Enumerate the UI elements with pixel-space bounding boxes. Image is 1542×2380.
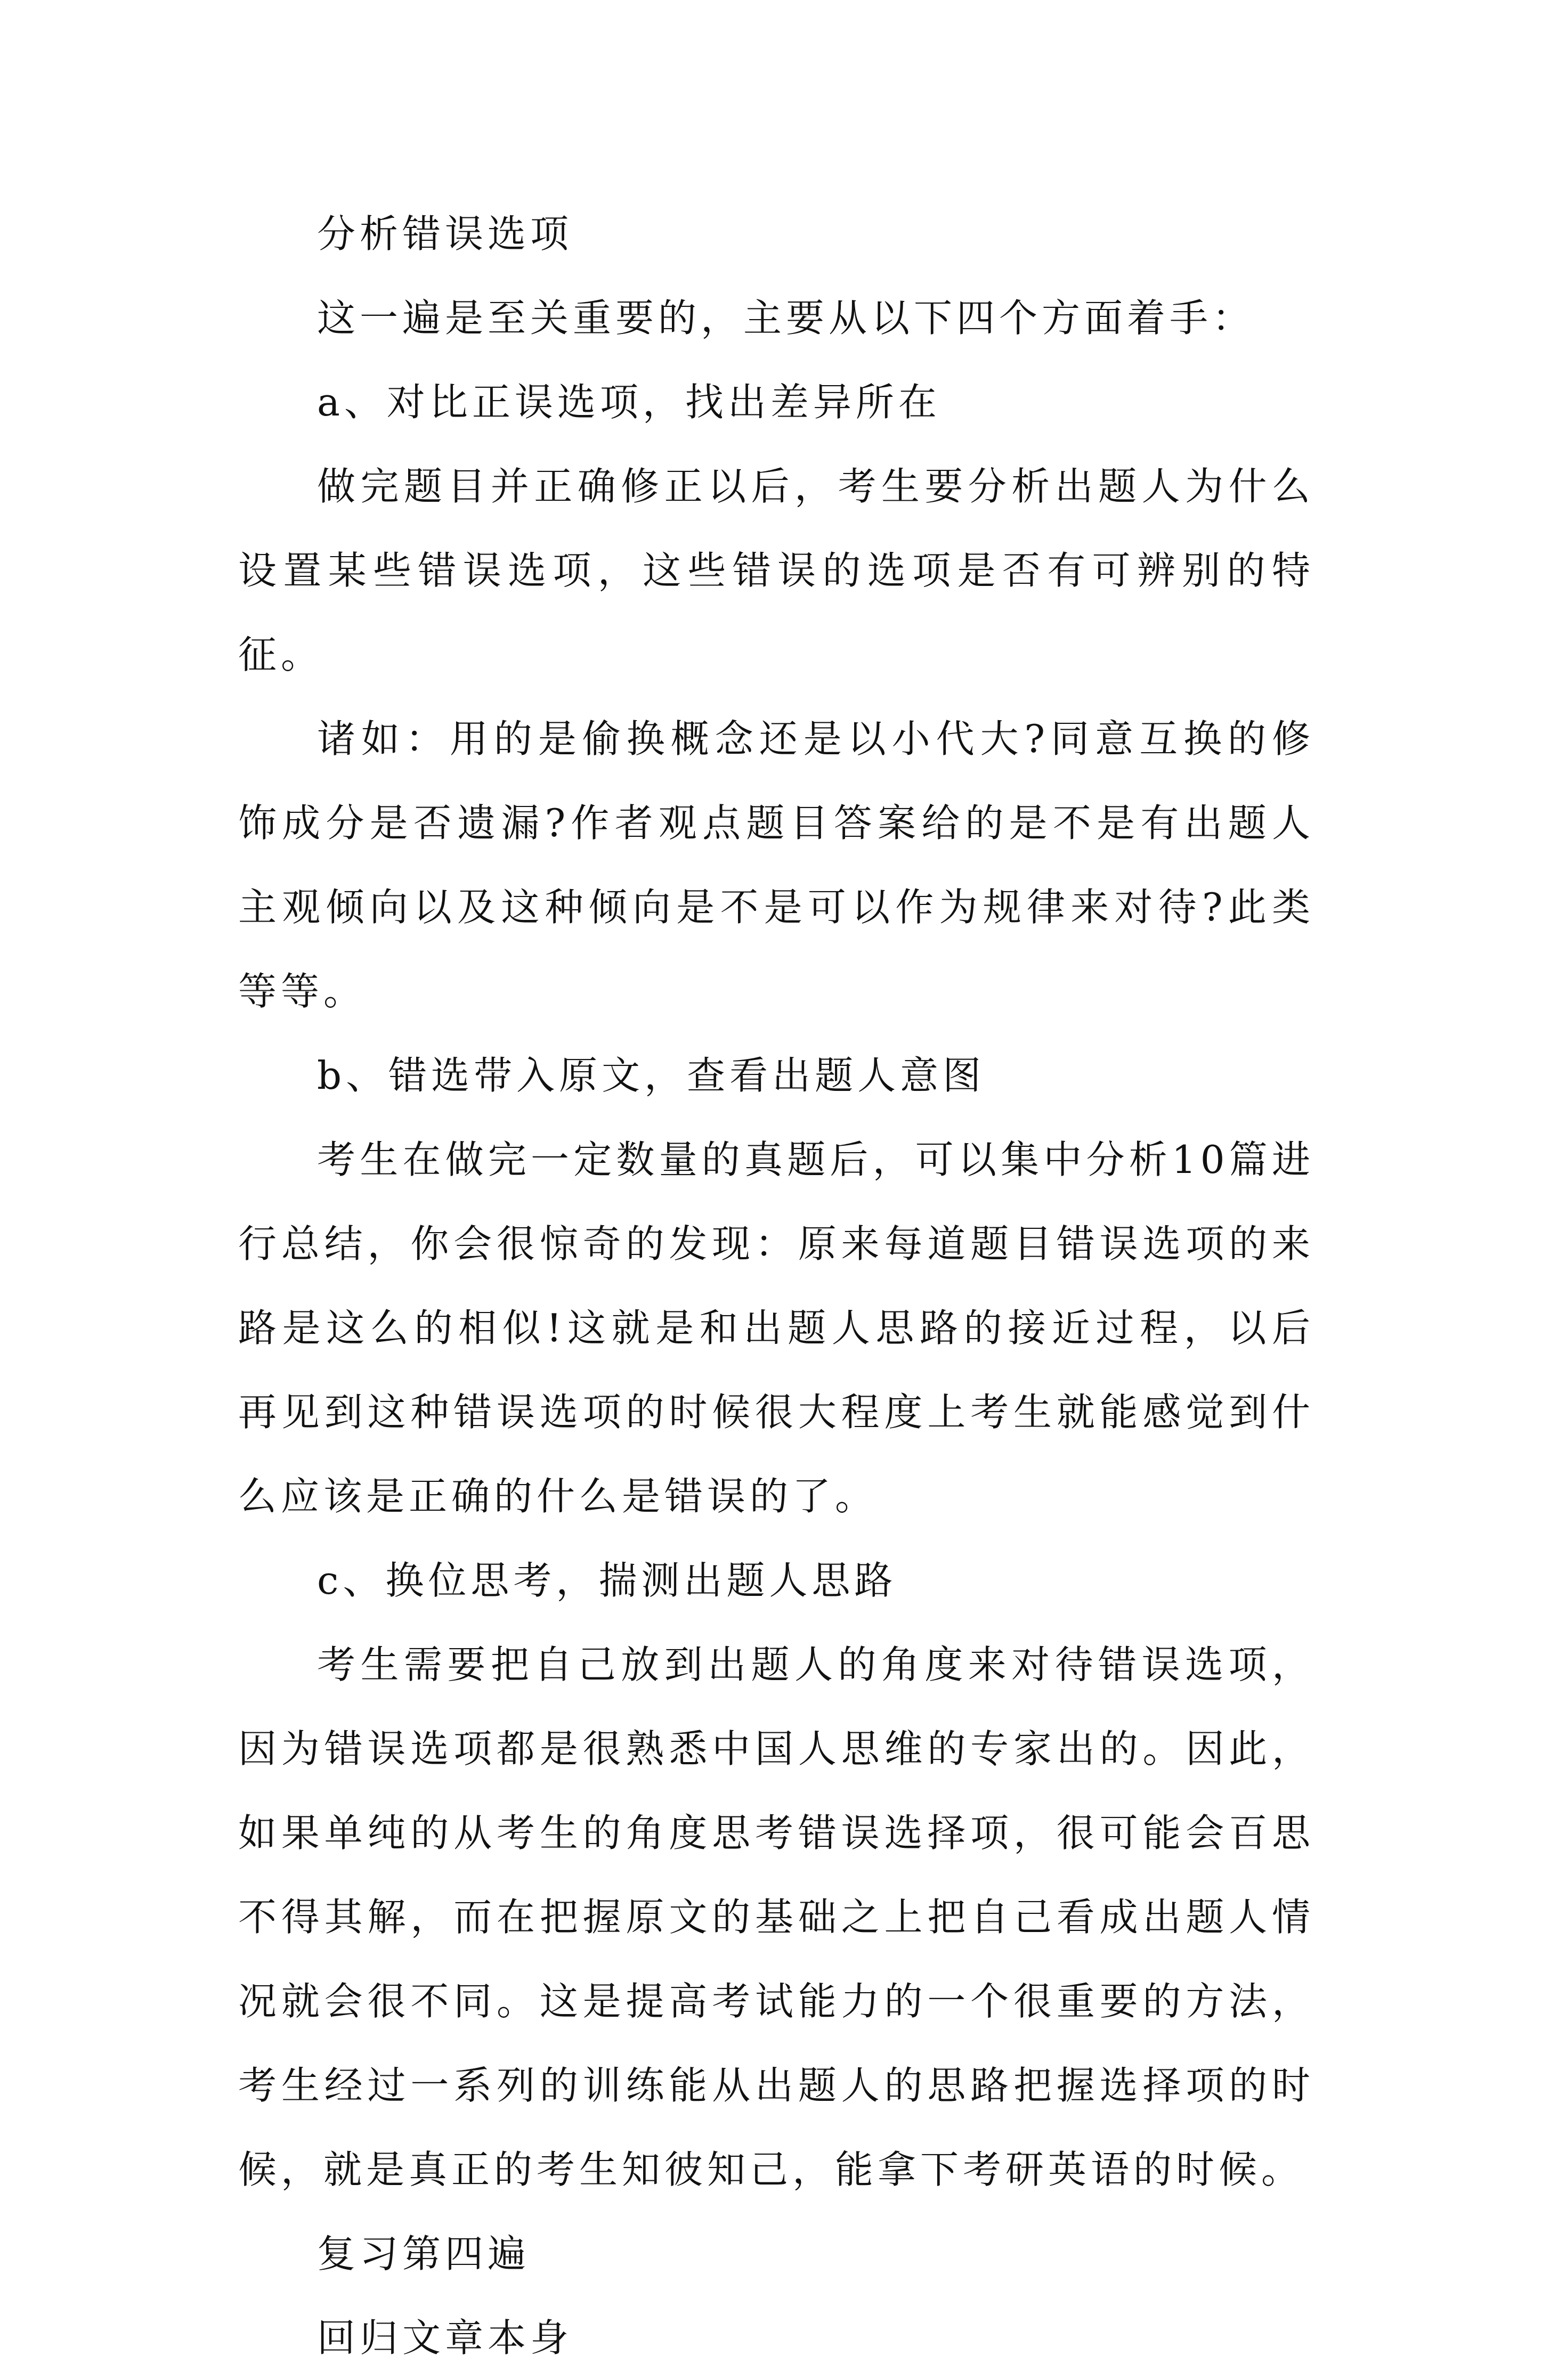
paragraph-intro: 这一遍是至关重要的，主要从以下四个方面着手： [317,296,1255,340]
paragraph-c-1: 考生需要把自己放到出题人的角度来对待错误选项，因为错误选项都是很熟悉中国人思维的专家出的。因此，如果单纯的从考生的角度思考错误选择项，很可能会百思不得其解，而在把握原文的基础之上把自己看成出题人情况就会很不同。这是提高考试能力的一个很重要的方法，考生经过一系列的训练能从出题人的思路把握选择项的时候，就是真正的考生知彼知己，能拿下考研英语的时候。 [238,1642,1314,2192]
paragraph-b-1: 考生在做完一定数量的真题后，可以集中分析10篇进行总结，你会很惊奇的发现：原来每道题目错误选项的来路是这么的相似!这就是和出题人思路的接近过程，以后再见到这种错误选项的时候很大程度上考生就能感觉到什么应该是正确的什么是错误的了。 [238,1137,1314,1519]
subheading-c: c、换位思考，揣测出题人思路 [317,1558,897,1603]
subheading-b: b、错选带入原文，查看出题人意图 [317,1053,986,1098]
paragraph-a-1: 做完题目并正确修正以后，考生要分析出题人为什么设置某些错误选项，这些错误的选项是否有可辨别的特征。 [238,464,1314,677]
heading-analyze-wrong-options: 分析错误选项 [317,211,573,256]
heading-fourth-review: 复习第四遍 [317,2231,531,2276]
paragraph-a-2: 诸如：用的是偷换概念还是以小代大?同意互换的修饰成分是否遗漏?作者观点题目答案给的是不是有出题人主观倾向以及这种倾向是不是可以作为规律来对待?此类等等。 [238,716,1314,1014]
subheading-a: a、对比正误选项，找出差异所在 [317,380,941,425]
document-body [238,192,1314,2380]
heading-return-to-text: 回归文章本身 [317,2316,573,2360]
